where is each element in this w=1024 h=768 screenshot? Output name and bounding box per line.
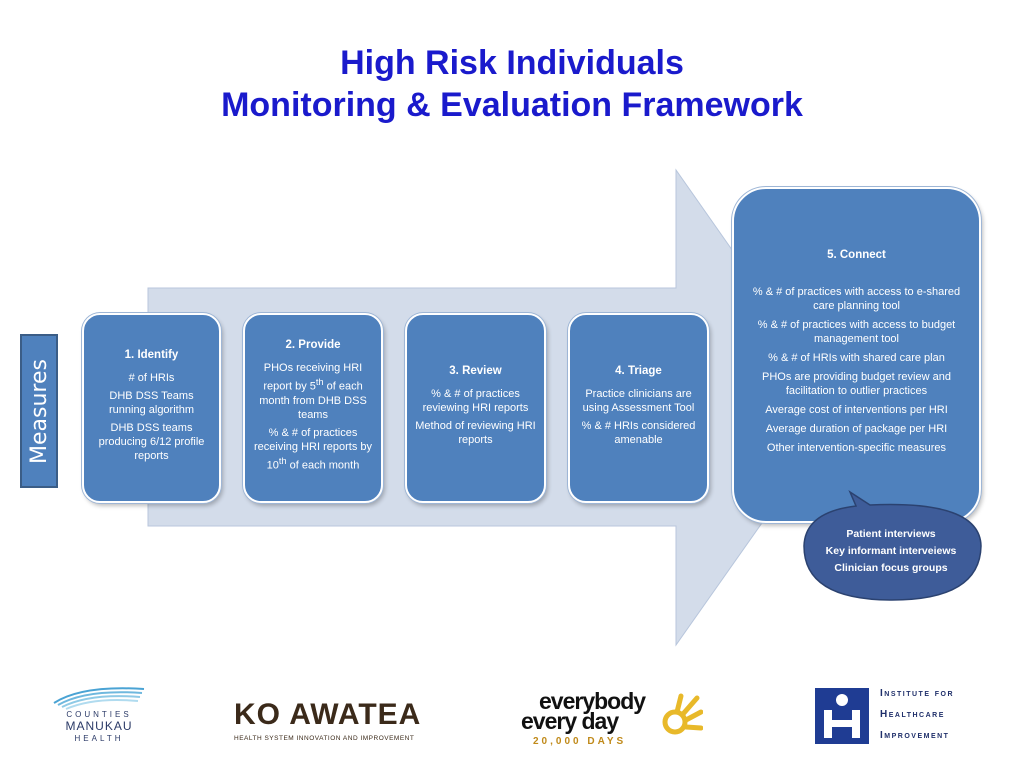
wave-icon (52, 683, 146, 711)
sun-hand-icon (653, 692, 703, 744)
logo-text: MANUKAU (65, 719, 133, 733)
logo-text: KO AWATEA (234, 698, 422, 731)
callout-item: Key informant interveiews (825, 545, 957, 557)
step-heading: 4. Triage (615, 365, 662, 377)
logo-text: HEALTH (74, 734, 124, 743)
step-item: % & # of practices with access to e-shared care planning tool (752, 286, 961, 312)
step-item: # of HRIs (128, 372, 175, 384)
step-heading: 3. Review (449, 365, 502, 377)
step-item: PHOs are providing budget review and facilitation to outlier practices (762, 371, 951, 397)
step-item: % & # of practices receiving HRI reports by 10th of each month (254, 427, 372, 472)
measures-label: Measures (26, 358, 52, 464)
step-item: % & # HRIs considered amenable (581, 420, 696, 446)
step-item: Practice clinicians are using Assessment Tool (582, 388, 695, 414)
step-item: % & # of practices with access to budget management tool (757, 319, 956, 345)
step-item: DHB DSS Teams running algorithm (109, 390, 194, 416)
ihi-logo (815, 688, 975, 744)
step-heading: 1. Identify (124, 349, 179, 361)
callout-item: Clinician focus groups (834, 562, 948, 574)
callout-text (806, 526, 976, 577)
step-item: % & # of practices reviewing HRI reports (422, 388, 529, 414)
logo-text: every day (521, 708, 619, 734)
step-item: Method of reviewing HRI reports (415, 420, 536, 446)
title-line-2: Monitoring & Evaluation Framework (221, 86, 803, 124)
logo-text: Institute for (880, 688, 955, 699)
step-identify-box (82, 313, 221, 503)
step-review-box (405, 313, 546, 503)
logo-text: 20,000 DAYS (533, 736, 627, 747)
counties-manukau-logo (52, 683, 146, 747)
step-item: Average duration of package per HRI (765, 423, 948, 435)
ihi-mark-icon (815, 688, 869, 744)
everybody-every-day-logo (515, 688, 703, 750)
step-item: % & # of HRIs with shared care plan (768, 352, 945, 364)
ko-awatea-logo (234, 698, 430, 746)
logo-text: everybody (539, 688, 646, 714)
step-item: Other intervention-specific measures (766, 442, 947, 454)
step-connect-box (732, 187, 981, 523)
title-line-1: High Risk Individuals (340, 44, 684, 82)
logo-text: COUNTIES (66, 710, 132, 719)
step-provide-box (243, 313, 383, 503)
logo-text: HEALTH SYSTEM INNOVATION AND IMPROVEMENT (234, 735, 415, 742)
logo-text: Healthcare (880, 709, 945, 720)
step-item: DHB DSS teams producing 6/12 profile reports (98, 422, 205, 462)
step-item: Average cost of interventions per HRI (765, 404, 948, 416)
step-heading: 2. Provide (285, 339, 341, 352)
step-item: PHOs receiving HRI report by 5th of each month from DHB DSS teams (259, 362, 367, 421)
measures-label-box (20, 334, 58, 488)
step-heading: 5. Connect (827, 249, 886, 261)
callout-item: Patient interviews (846, 528, 936, 540)
step-triage-box (568, 313, 709, 503)
logo-text: Improvement (880, 730, 950, 741)
